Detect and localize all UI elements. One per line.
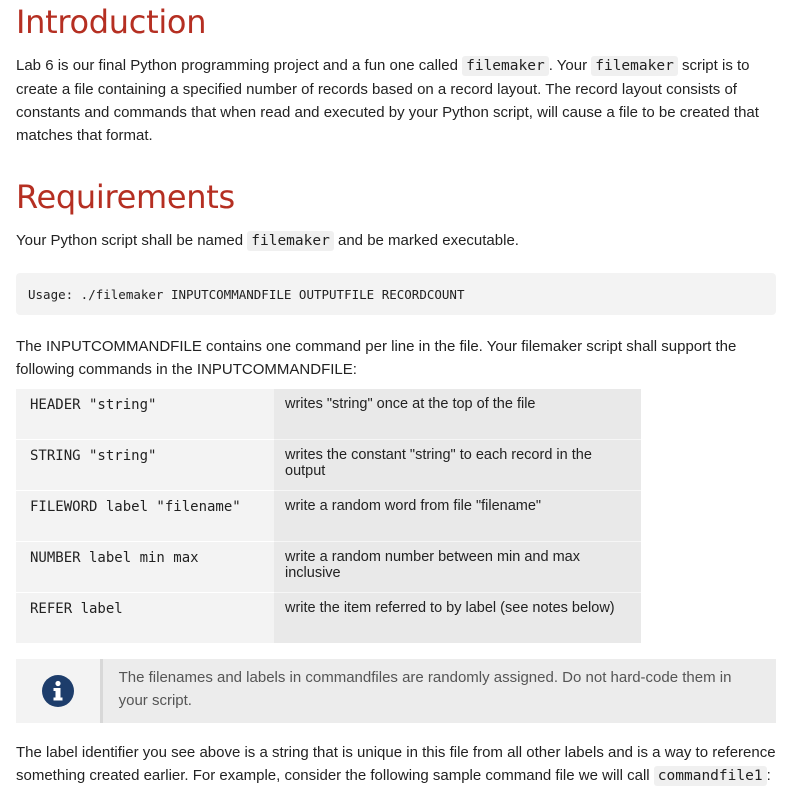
intro-code-filemaker-2: filemaker [591,56,678,76]
usage-code-block: Usage: ./filemaker INPUTCOMMANDFILE OUTPUTFILE RECORDCOUNT [16,273,776,315]
requirements-paragraph [16,229,776,253]
description-cell: writes "string" once at the top of the file [274,389,641,440]
table-row [16,389,641,440]
command-cell: FILEWORD label "filename" [16,491,274,542]
info-circle-icon [41,674,75,708]
commands-intro-paragraph: The INPUTCOMMANDFILE contains one command per line in the file. Your filemaker script shall support the following commands in the INPUTCOMMANDFILE: [16,338,737,378]
table-row [16,440,641,491]
description-cell: write a random number between min and max inclusive [274,542,641,593]
info-admonition [16,659,776,723]
commands-table [16,389,641,643]
table-row [16,593,641,644]
admonition-icon-cell [16,659,103,723]
intro-text-c: script is to create a file containing a specified number of records based on a record layout. The record layout consists of constants and commands that when read and executed by your Python script, will cause a file to be created that matches that format. [16,57,759,144]
intro-text-a: Lab 6 is our final Python programming project and a fun one called [16,57,463,74]
label-text-b: : [766,767,771,784]
description-cell: write a random word from file "filename" [274,491,641,542]
req-text-b: and be marked executable. [333,232,519,249]
command-cell: NUMBER label min max [16,542,274,593]
introduction-paragraph [16,54,776,147]
intro-code-filemaker-1: filemaker [462,56,549,76]
description-cell: writes the constant "string" to each record in the output [274,440,641,491]
command-cell: STRING "string" [16,440,274,491]
table-row [16,542,641,593]
label-code-commandfile1: commandfile1 [654,766,767,786]
command-cell: REFER label [16,593,274,644]
label-text-a: The label identifier you see above is a string that is unique in this file from all other labels and is a way to reference something created earlier. For example, consider the following sample command file we will call [16,744,776,784]
admonition-text: The filenames and labels in commandfiles are randomly assigned. Do not hard-code them in your script. [118,669,732,709]
label-paragraph [16,741,776,788]
req-text-a: Your Python script shall be named [16,232,248,249]
table-row [16,491,641,542]
command-cell: HEADER "string" [16,389,274,440]
requirements-heading: Requirements [16,178,235,216]
req-code-filemaker: filemaker [247,231,334,251]
introduction-heading: Introduction [16,3,207,41]
description-cell: write the item referred to by label (see notes below) [274,593,641,644]
intro-text-b: . Your [548,57,592,74]
